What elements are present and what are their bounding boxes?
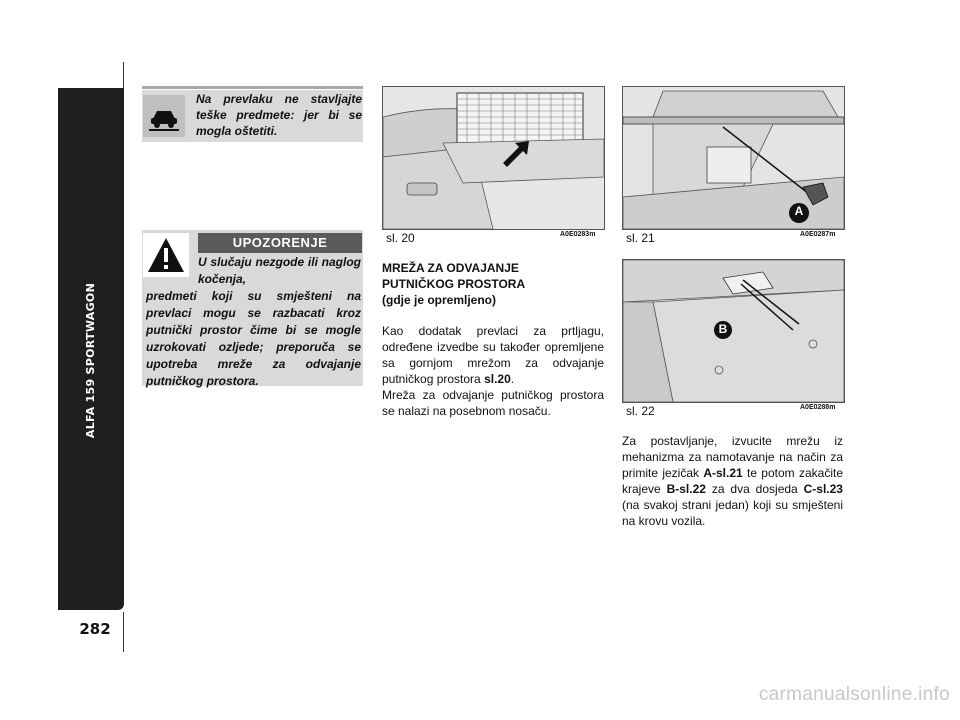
body-text-right (622, 433, 843, 529)
crop-mark (123, 62, 124, 88)
paragraph-text: Mreža za odvajanje putničkog prostora se nalazi na posebnom nosaču. (382, 388, 604, 418)
figure-reference: A-sl.21 (703, 466, 743, 480)
figure-reference: C-sl.23 (803, 482, 843, 496)
section-heading-line: (gdje je opremljeno) (382, 293, 497, 307)
figure-marker-a: A (794, 204, 804, 218)
paragraph-text: Kao dodatak prevlaci za prtljagu, određene izvedbe su također opremljene sa gornjom mrežom za odvajanje putničkog prostora (382, 324, 604, 386)
figure-sl-20 (382, 86, 605, 230)
caution-top-rule (142, 86, 363, 89)
car-on-tray-icon (143, 95, 185, 137)
page-number: 282 (79, 620, 111, 638)
figure-sl-20-illustration (383, 87, 604, 229)
paragraph-text: Za postavljanje, izvucite mrežu iz mehanizma za namotavanje na način za primite jezičak (622, 434, 843, 480)
figure-code: A0E0283m (560, 231, 596, 238)
warning-text-lead: U slučaju nezgode ili naglog kočenja, (198, 255, 361, 286)
crop-mark (123, 612, 124, 652)
caution-text: Na prevlaku ne stavljajte teške predmete: jer bi se mogla oštetiti. (196, 92, 362, 138)
figure-reference: B-sl.22 (666, 482, 706, 496)
figure-sl-22-illustration (623, 260, 844, 402)
warning-label: UPOZORENJE (198, 233, 362, 253)
figure-marker-b: B (718, 322, 728, 336)
paragraph-text: te potom zakačite krajeve (622, 466, 843, 496)
figure-code: A0E0288m (800, 404, 836, 411)
figure-sl-22 (622, 259, 845, 403)
paragraph-text: za dva dosjeda (705, 482, 804, 496)
figure-code: A0E0287m (800, 231, 836, 238)
paragraph-text: . (510, 372, 515, 386)
paragraph-text: (na svakoj strani jedan) koji su smješteni na krovu vozila. (622, 498, 843, 528)
figure-caption: sl. 21 (626, 231, 655, 245)
section-heading-line: PUTNIČKOG PROSTORA (382, 277, 526, 291)
section-heading-line: MREŽA ZA ODVAJANJE (382, 261, 519, 275)
figure-sl-21-illustration (623, 87, 844, 229)
sidebar-title (74, 150, 108, 570)
body-text-left (382, 323, 604, 419)
watermark: carmanualsonline.info (758, 684, 950, 705)
section-heading (382, 260, 604, 308)
warning-text (146, 254, 361, 390)
figure-caption: sl. 20 (386, 231, 415, 245)
figure-caption: sl. 22 (626, 404, 655, 418)
figure-reference: sl.20 (484, 372, 511, 386)
figure-sl-21 (622, 86, 845, 230)
warning-text-rest: predmeti koji su smješteni na prevlaci mogu se razbacati kroz putnički prostor čime bi se mogle uzrokovati ozljede; preporuča se upotreba mreže za odvajanje putničkog prostora. (146, 289, 361, 388)
sidebar-title-text: ALFA 159 SPORTWAGON (84, 282, 98, 438)
